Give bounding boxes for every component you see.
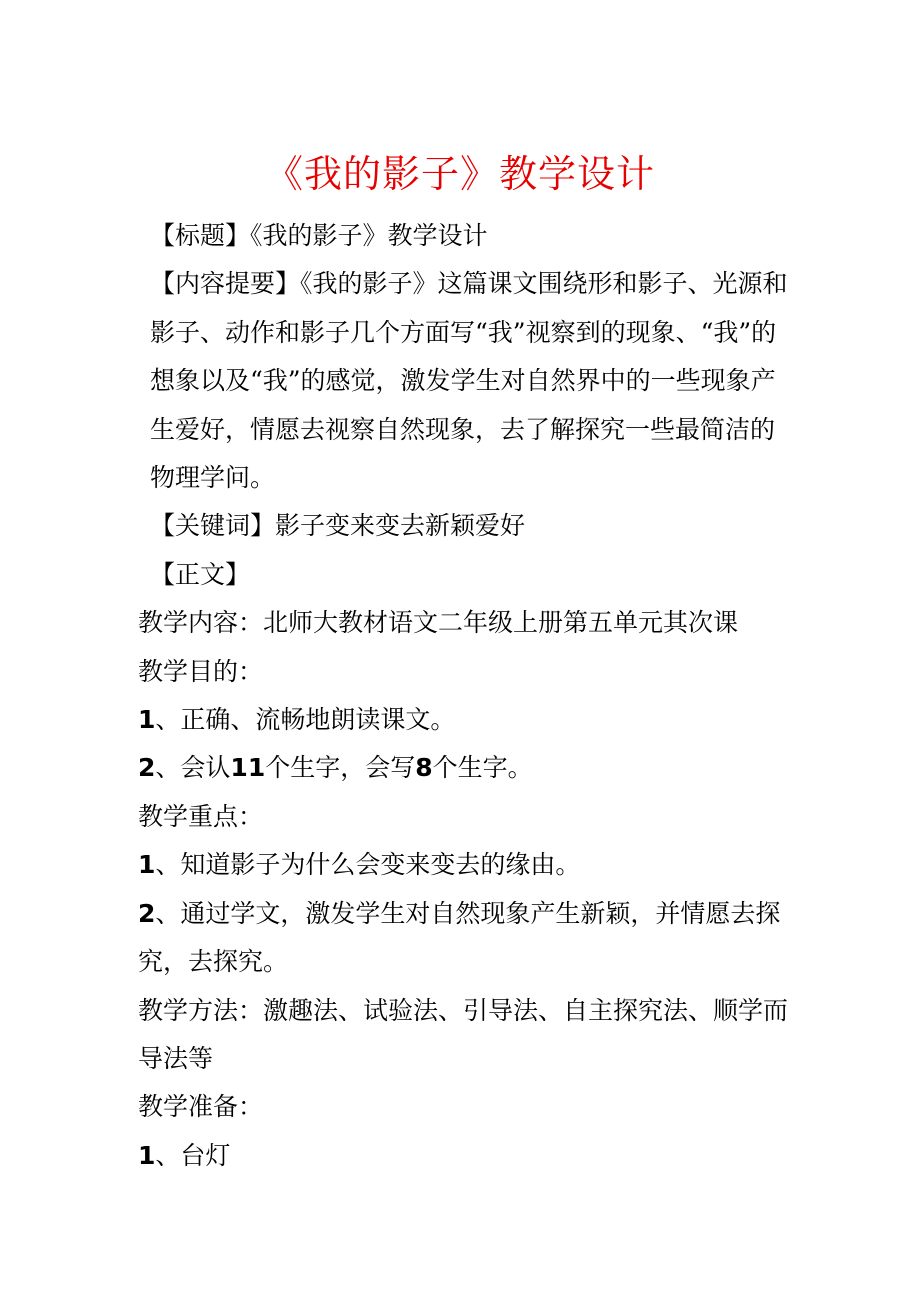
- key-points-label: 教学重点：: [138, 801, 264, 831]
- document-body: [138, 212, 798, 1180]
- objective-item-1: [138, 696, 798, 744]
- key-point-item-1: [138, 841, 798, 889]
- summary-paragraph: 【内容提要】《我的影子》这篇课文围绕形和影子、光源和影子、动作和影子几个方面写“我”视察到的现象、“我”的想象以及“我”的感觉，激发学生对自然界中的一些现象产生爱好，情愿去视察自然现象，去了解探究一些最简洁的物理学问。: [150, 269, 788, 493]
- objective-item-2-number: 2: [138, 753, 156, 783]
- main-text-label: 【正文】: [150, 559, 251, 589]
- preparation-item-1: [138, 1132, 798, 1180]
- heading-line: 【标题】《我的影子》教学设计: [150, 221, 488, 250]
- objective-item-2-count-a: 11: [230, 753, 266, 783]
- preparation-label: 教学准备：: [138, 1092, 264, 1122]
- keywords-line: 【关键词】影子变来变去新颖爱好: [150, 511, 526, 541]
- document-title: 《我的影子》教学设计: [264, 152, 655, 196]
- objective-item-2-text-c: 个生字。: [432, 753, 533, 783]
- teaching-content-line: 教学内容：北师大教材语文二年级上册第五单元其次课: [138, 608, 739, 638]
- objective-item-2-text-a: 、会认: [155, 753, 231, 783]
- key-point-item-2-text: 、通过学文，激发学生对自然现象产生新颖，并情愿去探究，去探究。: [138, 898, 781, 977]
- key-point-item-1-number: 1: [138, 850, 156, 880]
- key-point-item-2: [138, 890, 798, 987]
- preparation-item-1-number: 1: [138, 1140, 156, 1170]
- objectives-label: 教学目的：: [138, 656, 264, 686]
- objective-item-1-text: 、正确、流畅地朗读课文。: [155, 705, 456, 735]
- methods-paragraph: 教学方法：激趣法、试验法、引导法、自主探究法、顺学而导法等: [138, 995, 789, 1073]
- key-point-item-1-text: 、知道影子为什么会变来变去的缘由。: [155, 850, 581, 880]
- objective-item-2-text-b: 个生字，会写: [265, 753, 416, 783]
- objective-item-2-count-b: 8: [415, 753, 433, 783]
- preparation-item-1-text: 、台灯: [155, 1140, 231, 1170]
- objective-item-1-number: 1: [138, 705, 156, 735]
- objective-item-2: [138, 744, 798, 792]
- key-point-item-2-number: 2: [138, 898, 156, 928]
